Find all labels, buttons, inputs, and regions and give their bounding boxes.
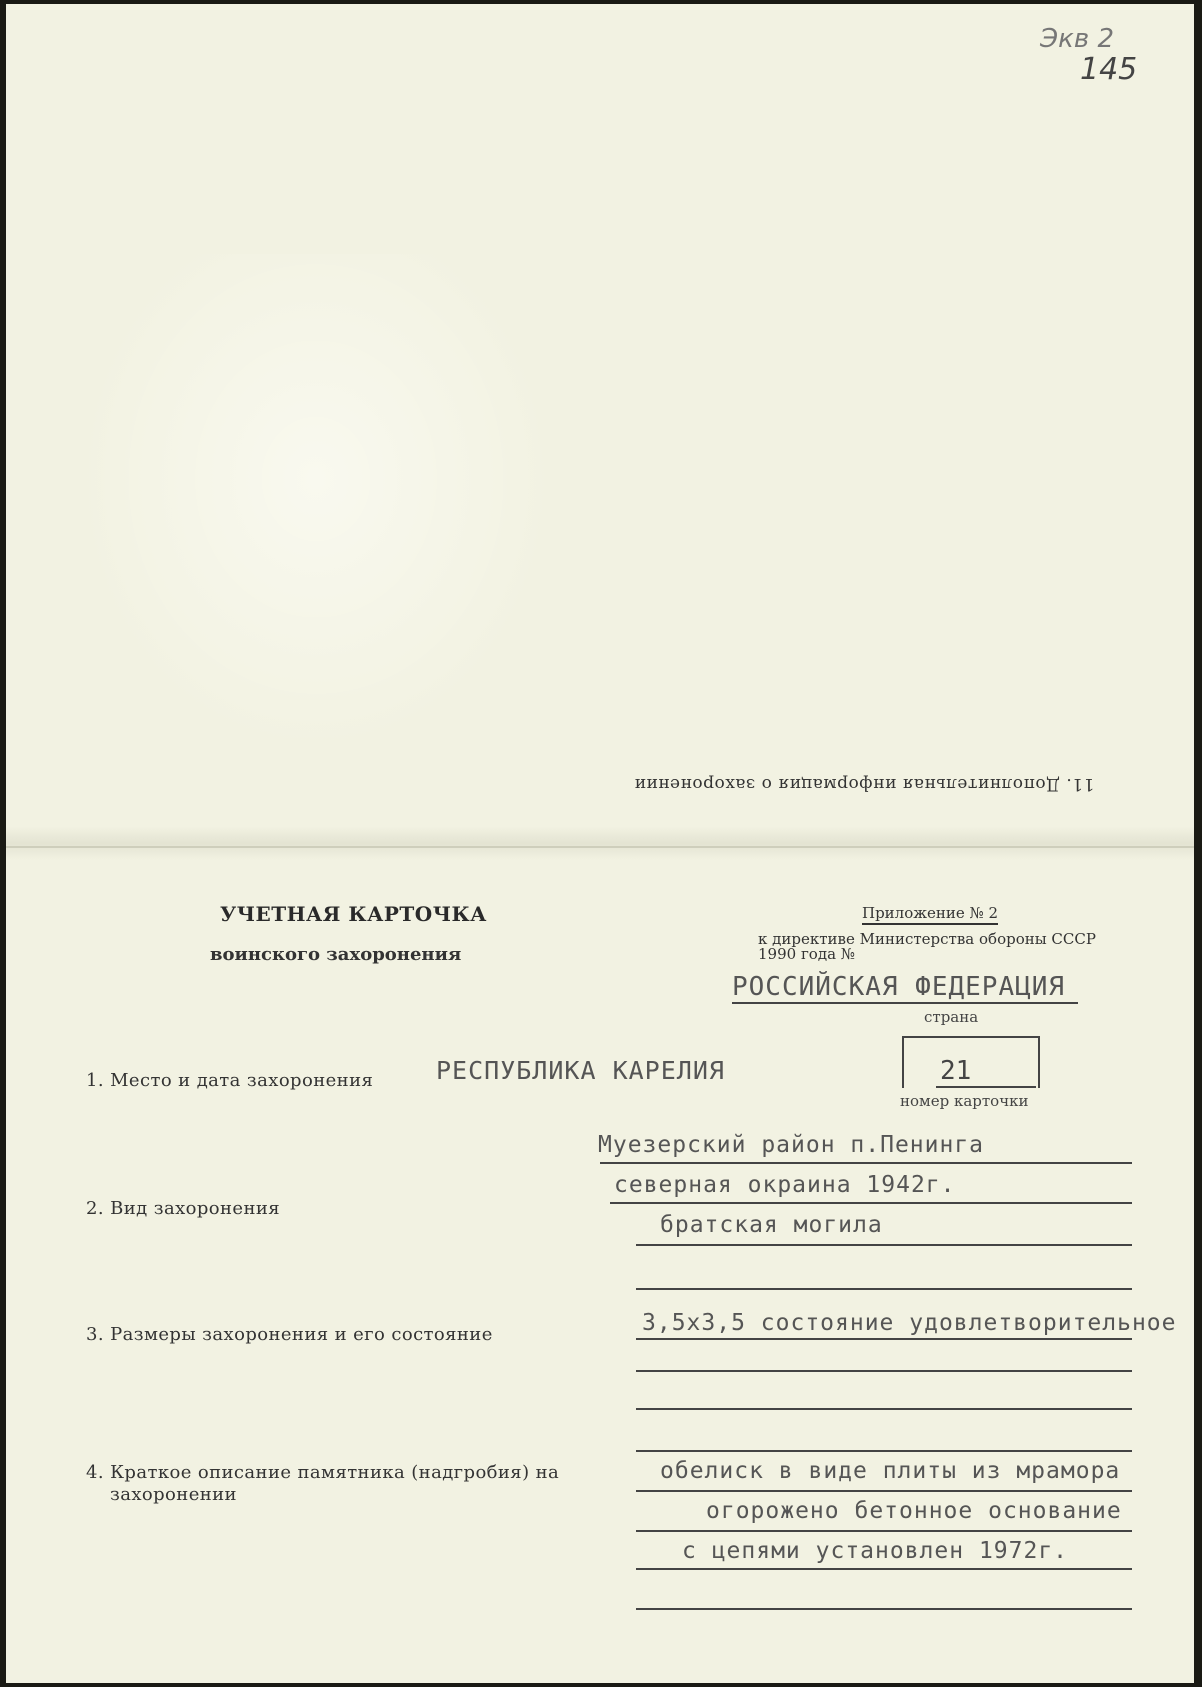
card-title: УЧЕТНАЯ КАРТОЧКА	[220, 902, 487, 926]
country-value: РОССИЙСКАЯ ФЕДЕРАЦИЯ	[732, 972, 1078, 1004]
directive-line-2: 1990 года №	[758, 945, 855, 963]
card-number-value: 21	[936, 1056, 1036, 1088]
document-sheet	[6, 4, 1194, 1683]
field-4-value-2: огорожено бетонное основание	[706, 1498, 1122, 1524]
fold-crease	[6, 846, 1194, 848]
pencil-sheet-number: 145	[1080, 52, 1138, 87]
field-1-label: 1. Место и дата захоронения	[86, 1070, 374, 1091]
field-2-line-1	[636, 1244, 1132, 1246]
field-4-value-1: обелиск в виде плиты из мрамора	[660, 1458, 1121, 1484]
field-4-line-4	[636, 1608, 1132, 1610]
field-3-line-2	[636, 1370, 1132, 1372]
field-1-value-region: РЕСПУБЛИКА КАРЕЛИЯ	[436, 1056, 725, 1085]
card-number-label: номер карточки	[900, 1092, 1029, 1110]
field-4-value-3: с цепями установлен 1972г.	[682, 1538, 1069, 1564]
field-2-label: 2. Вид захоронения	[86, 1198, 281, 1219]
paper-stain	[76, 254, 556, 754]
field-3-label: 3. Размеры захоронения и его состояние	[86, 1324, 493, 1345]
field-3-line-4	[636, 1450, 1132, 1452]
field-1-line-1	[600, 1162, 1132, 1164]
field-3-value: 3,5х3,5 состояние удовлетворительное	[642, 1310, 1177, 1336]
appendix-label: Приложение № 2	[862, 904, 998, 925]
field-1-value-place: Муезерский район п.Пенинга	[598, 1132, 985, 1158]
field-1-value-date: северная окраина 1942г.	[614, 1172, 956, 1198]
field-4-line-2	[636, 1530, 1132, 1532]
field-3-line-3	[636, 1408, 1132, 1410]
field-4-line-1	[636, 1490, 1132, 1492]
card-subtitle: воинского захоронения	[210, 944, 462, 965]
country-label: страна	[924, 1008, 979, 1026]
field-4-line-3	[636, 1568, 1132, 1570]
field-1-line-2	[610, 1202, 1132, 1204]
directive-line-1: к директиве Министерства обороны СССР	[758, 930, 1096, 948]
field-2-line-2	[636, 1288, 1132, 1290]
field-4-label-line-1: 4. Краткое описание памятника (надгробия) на	[86, 1462, 560, 1483]
field-4-label-line-2: захоронении	[110, 1484, 237, 1505]
upside-down-heading: 11. Дополнительная информация о захоронении	[634, 774, 1095, 794]
directive-reference	[758, 932, 1096, 962]
field-3-line-1	[636, 1338, 1132, 1340]
field-2-value: братская могила	[660, 1212, 883, 1238]
pencil-note-archive: Экв 2	[1040, 24, 1114, 54]
